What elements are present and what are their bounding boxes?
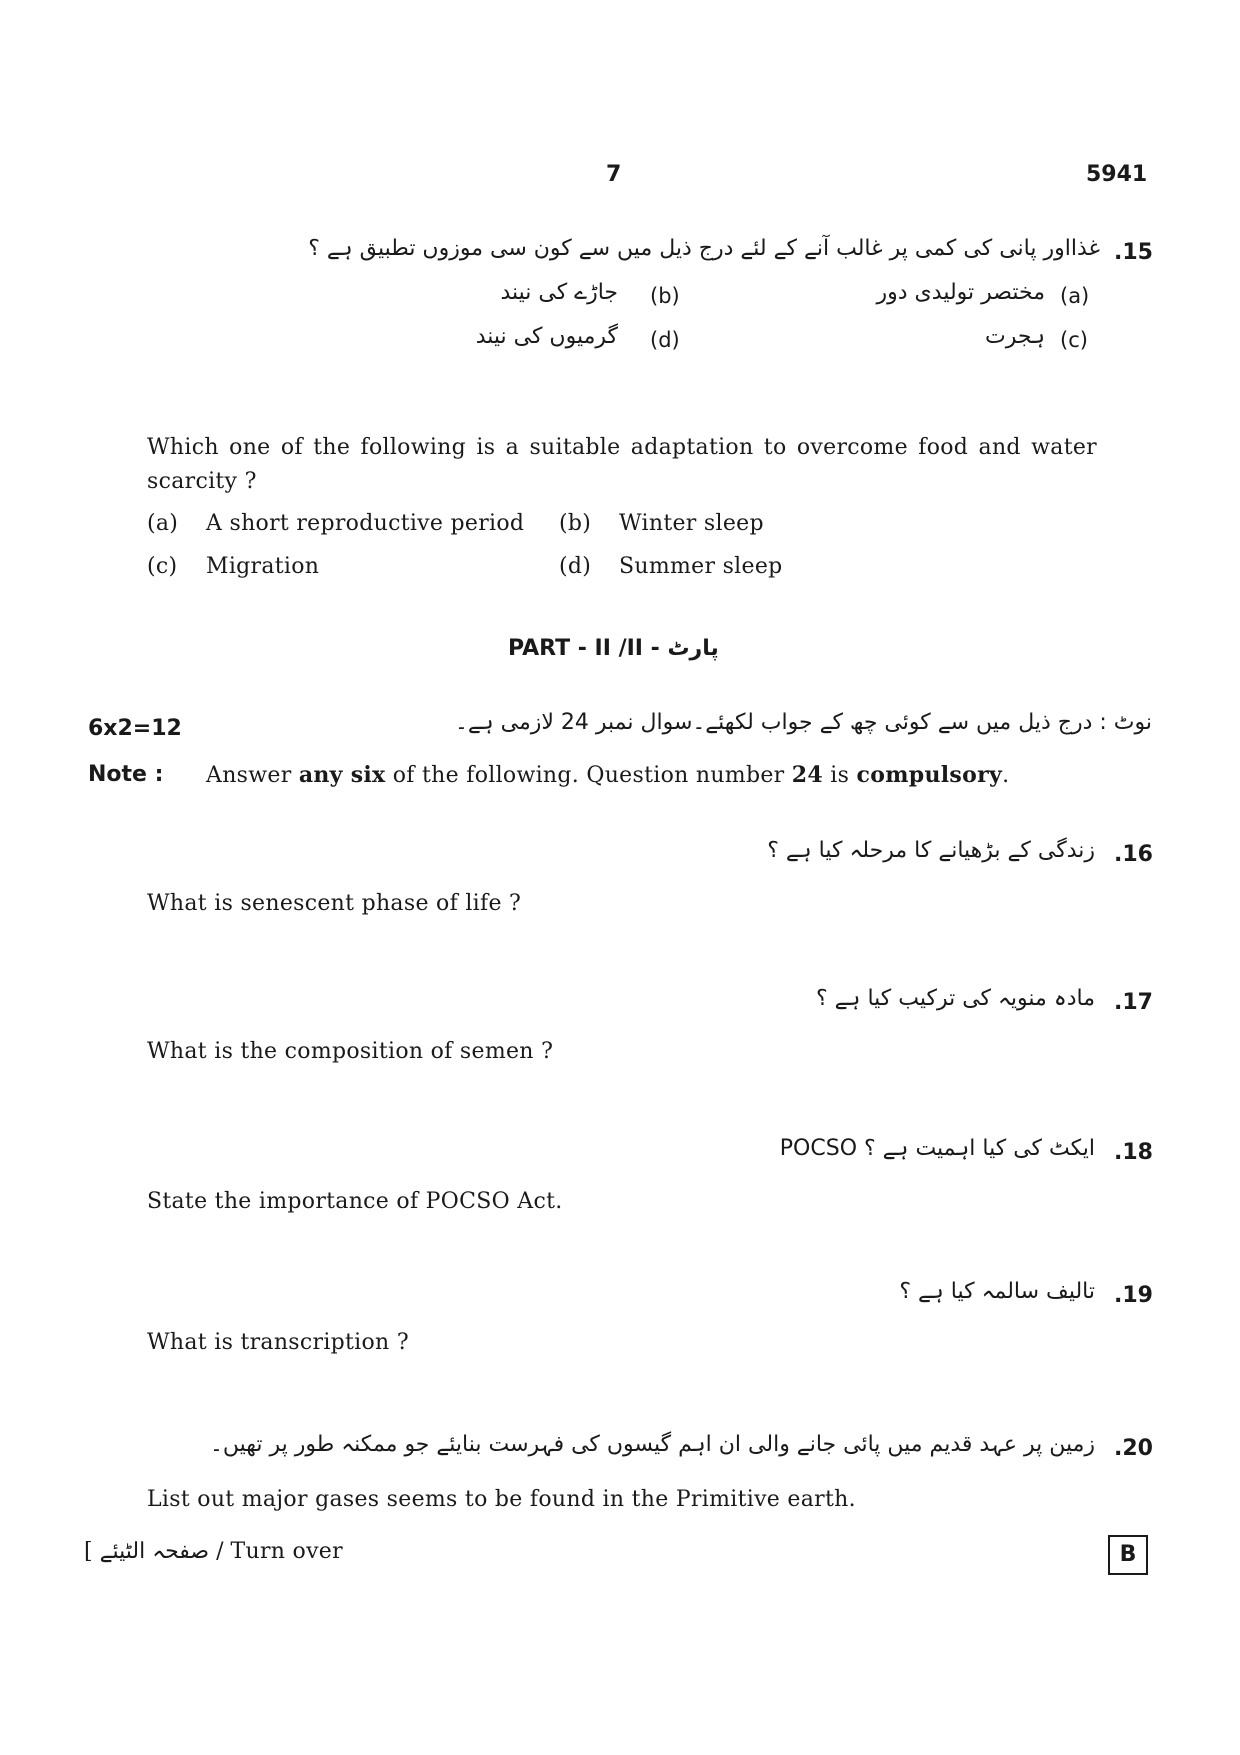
q15-option-c: Migration — [206, 554, 320, 579]
note-english — [206, 762, 1009, 788]
q19-number: .19 — [1114, 1283, 1153, 1308]
marks-scheme: 6x2=12 — [88, 716, 182, 741]
note-bold-24: 24 — [791, 762, 824, 788]
q18-urdu: POCSO ایکٹ کی کیا اہمیت ہے ؟ — [779, 1136, 1095, 1161]
note-bold-any-six: any six — [298, 762, 386, 788]
part-heading — [508, 636, 719, 661]
part-heading-en: PART - II /II - — [508, 636, 668, 661]
note-urdu: نوٹ : درج ذیل میں سے کوئی چھ کے جواب لکھئے۔سوال نمبر 24 لازمی ہے۔ — [454, 710, 1152, 735]
page-number: 7 — [606, 162, 622, 187]
q20-number: .20 — [1114, 1436, 1153, 1461]
series-box: B — [1108, 1535, 1148, 1575]
q15-urdu-option-d: گرمیوں کی نیند — [475, 324, 618, 349]
turn-over-label: [ صفحہ الٹیئے / Turn over — [84, 1539, 343, 1564]
q15-urdu-option-c: ہجرت — [985, 324, 1045, 349]
q15-option-c-label: (c) — [147, 554, 178, 579]
q17-urdu: مادہ منویہ کی ترکیب کیا ہے ؟ — [816, 986, 1095, 1011]
q16-number: .16 — [1114, 842, 1153, 867]
q15-option-b: Winter sleep — [619, 511, 764, 536]
q15-urdu-option-c-label: (c) — [1060, 328, 1088, 352]
q18-number: .18 — [1114, 1140, 1153, 1165]
q15-option-d: Summer sleep — [619, 554, 783, 579]
q17-number: .17 — [1114, 990, 1153, 1015]
q15-english-question: Which one of the following is a suitable adaptation to overcome food and water scarcity ? — [147, 435, 1097, 494]
q15-urdu-option-a-label: (a) — [1060, 284, 1090, 308]
note-bold-compulsory: compulsory — [856, 762, 1003, 788]
q15-option-d-label: (d) — [559, 554, 592, 579]
q15-urdu-option-b-label: (b) — [650, 284, 680, 308]
note-text-2: of the following. Question number — [385, 763, 792, 788]
q15-option-a: A short reproductive period — [206, 511, 525, 536]
q20-english: List out major gases seems to be found in the Primitive earth. — [147, 1487, 856, 1512]
q15-number: .15 — [1114, 240, 1153, 265]
q16-urdu: زندگی کے بڑھیانے کا مرحلہ کیا ہے ؟ — [767, 838, 1095, 863]
q15-urdu-option-a: مختصر تولیدی دور — [876, 280, 1045, 305]
q15-option-a-label: (a) — [147, 511, 179, 536]
q18-english: State the importance of POCSO Act. — [147, 1189, 563, 1214]
part-heading-ur: پارٹ — [667, 636, 719, 661]
note-text-1: Answer — [206, 763, 299, 788]
paper-code: 5941 — [1086, 162, 1148, 187]
q15-urdu-option-b: جاڑے کی نیند — [500, 280, 618, 305]
q19-urdu: تالیف سالمہ کیا ہے ؟ — [899, 1279, 1095, 1304]
note-text-3: is — [823, 763, 857, 788]
q17-english: What is the composition of semen ? — [147, 1039, 554, 1064]
q16-english: What is senescent phase of life ? — [147, 891, 522, 916]
q19-english: What is transcription ? — [147, 1330, 409, 1355]
q15-option-b-label: (b) — [559, 511, 592, 536]
q15-urdu-question: غذااور پانی کی کمی پر غالب آنے کے لئے درج ذیل میں سے کون سی موزوں تطبیق ہے ؟ — [308, 236, 1100, 261]
note-label: Note : — [88, 762, 164, 787]
note-text-4: . — [1002, 763, 1010, 788]
q20-urdu: زمین پر عہد قدیم میں پائی جانے والی ان اہم گیسوں کی فہرست بنایئے جو ممکنہ طور پر تھیں۔ — [209, 1432, 1095, 1457]
q15-urdu-option-d-label: (d) — [650, 328, 680, 352]
